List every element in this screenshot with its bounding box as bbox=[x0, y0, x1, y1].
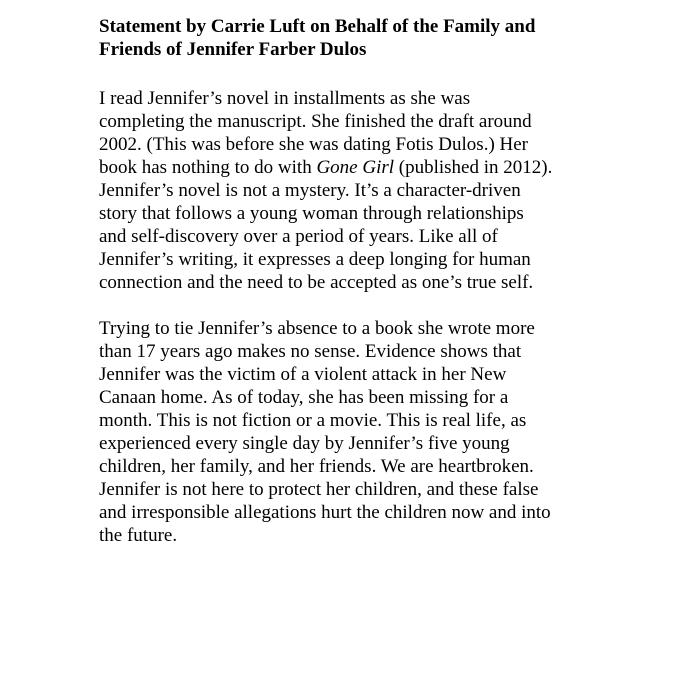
paragraph-line: completing the manuscript. She finished the draft around bbox=[99, 111, 532, 132]
paragraph-line: Jennifer’s novel is not a mystery. It’s a character-driven bbox=[99, 180, 521, 201]
paragraph-line: I read Jennifer’s novel in installments as she was bbox=[99, 88, 471, 109]
paragraph-line: than 17 years ago makes no sense. Evidence shows that bbox=[99, 341, 522, 362]
paragraph-line: the future. bbox=[99, 525, 178, 546]
paragraph-line: Jennifer’s writing, it expresses a deep longing for human bbox=[99, 249, 531, 270]
paragraph-line: Trying to tie Jennifer’s absence to a book she wrote more bbox=[99, 318, 535, 339]
paragraph-line: story that follows a young woman through relationships bbox=[99, 203, 524, 224]
paragraph-line: connection and the need to be accepted as one’s true self. bbox=[99, 272, 534, 293]
paragraph-line: Jennifer was the victim of a violent attack in her New bbox=[99, 364, 507, 385]
text-run: book has nothing to do with bbox=[99, 157, 317, 178]
paragraph-line bbox=[99, 156, 589, 179]
title-line: Statement by Carrie Luft on Behalf of the Family and bbox=[99, 16, 536, 37]
paragraph-line: 2002. (This was before she was dating Fotis Dulos.) Her bbox=[99, 134, 529, 155]
paragraph-line: experienced every single day by Jennifer’s five young bbox=[99, 433, 510, 454]
paragraph-absence bbox=[99, 317, 589, 547]
paragraph-line: children, her family, and her friends. We are heartbroken. bbox=[99, 456, 534, 477]
statement-title bbox=[99, 15, 589, 61]
paragraph-line: and irresponsible allegations hurt the children now and into bbox=[99, 502, 551, 523]
text-run: (published in 2012). bbox=[394, 157, 553, 178]
title-line: Friends of Jennifer Farber Dulos bbox=[99, 39, 367, 60]
paragraph-line: and self-discovery over a period of years. Like all of bbox=[99, 226, 498, 247]
paragraph-novel bbox=[99, 87, 589, 294]
statement-body bbox=[99, 15, 589, 547]
book-title-italic: Gone Girl bbox=[316, 157, 395, 178]
paragraph-line: Canaan home. As of today, she has been missing for a bbox=[99, 387, 509, 408]
paragraph-line: Jennifer is not here to protect her children, and these false bbox=[99, 479, 539, 500]
paragraph-line: month. This is not fiction or a movie. This is real life, as bbox=[99, 410, 527, 431]
